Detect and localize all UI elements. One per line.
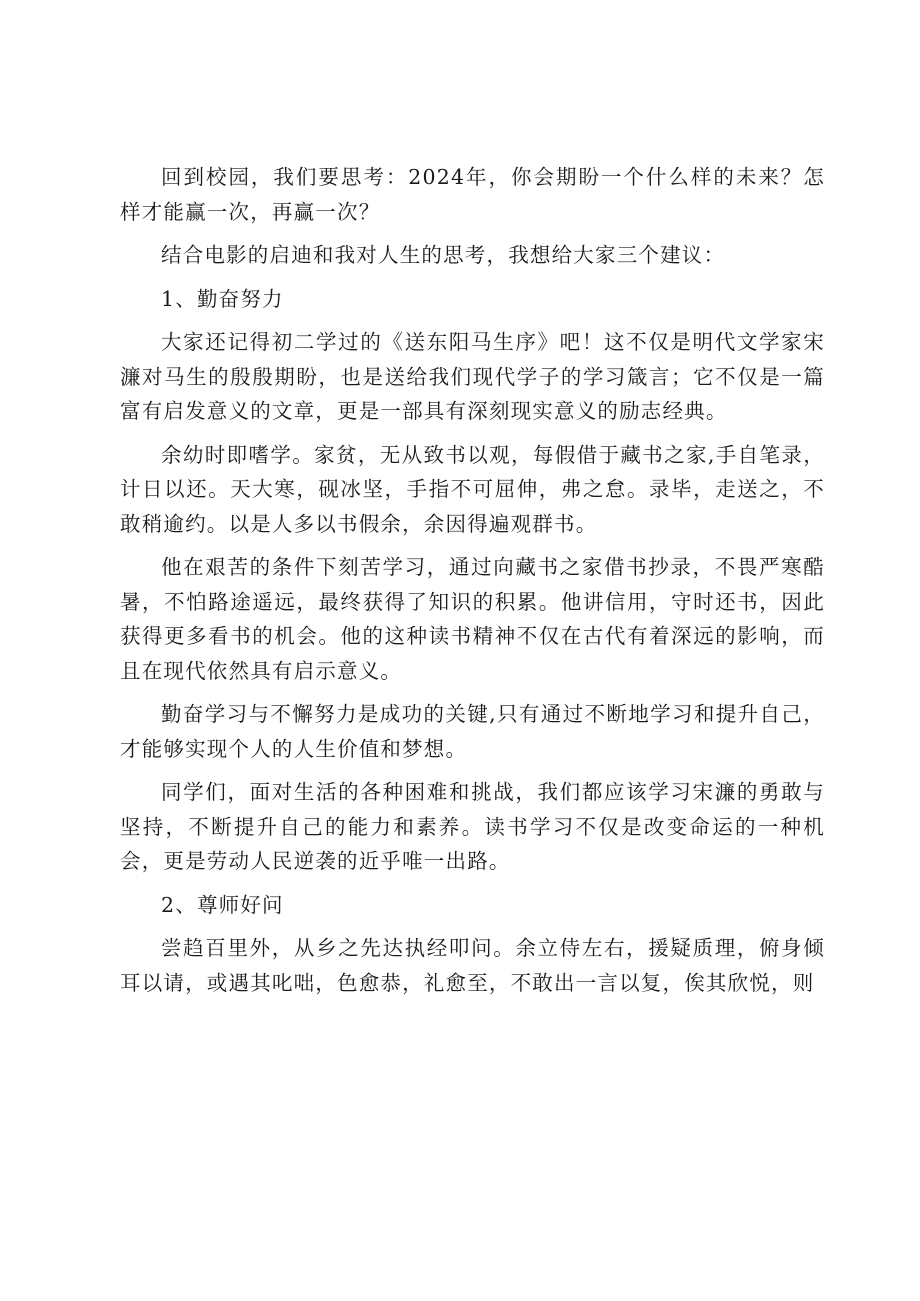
section-heading-respect-teachers: 2、尊师好问 [161, 892, 284, 917]
paragraph-three-suggestions: 结合电影的启迪和我对人生的思考，我想给大家三个建议： [161, 243, 726, 267]
paragraph-classical-quote: 余幼时即嗜学。家贫，无从致书以观，每假借于藏书之家,手自笔录，计日以还。天大寒，砚冰坚，手指不可屈伸，弗之怠。录毕，走送之，不敢稍逾约。以是人多以书假余，余因得遍观群书。 [120, 442, 825, 536]
document-body [120, 160, 825, 1009]
paragraph-classical-quote-2: 尝趋百里外，从乡之先达执经叩问。余立侍左右，援疑质理，俯身倾耳以请，或遇其叱咄，色愈恭，礼愈至，不敢出一言以复，俟其欣悦，则 [120, 936, 825, 995]
paragraph-key-to-success: 勤奋学习与不懈努力是成功的关键,只有通过不断地学习和提升自己，才能够实现个人的人生价值和梦想。 [120, 702, 825, 761]
paragraph-intro-question: 回到校园，我们要思考：2024年，你会期盼一个什么样的未来？怎样才能赢一次，再赢一次？ [120, 165, 825, 224]
paragraph-students-challenge: 同学们，面对生活的各种困难和挑战，我们都应该学习宋濂的勇敢与坚持，不断提升自己的能力和素养。读书学习不仅是改变命运的一种机会，更是劳动人民逆袭的近乎唯一出路。 [120, 780, 825, 873]
paragraph-song-lian-essay: 大家还记得初二学过的《送东阳马生序》吧！这不仅是明代文学家宋濂对马生的殷殷期盼，也是送给我们现代学子的学习箴言；它不仅是一篇富有启发意义的文章，更是一部具有深刻现实意义的励志经典。 [120, 330, 825, 423]
paragraph-hardship-study: 他在艰苦的条件下刻苦学习，通过向藏书之家借书抄录，不畏严寒酷暑，不怕路途遥远，最终获得了知识的积累。他讲信用，守时还书，因此获得更多看书的机会。他的这种读书精神不仅在古代有着深远的影响，而且在现代依然具有启示意义。 [120, 555, 825, 683]
section-heading-diligence: 1、勤奋努力 [161, 286, 284, 311]
